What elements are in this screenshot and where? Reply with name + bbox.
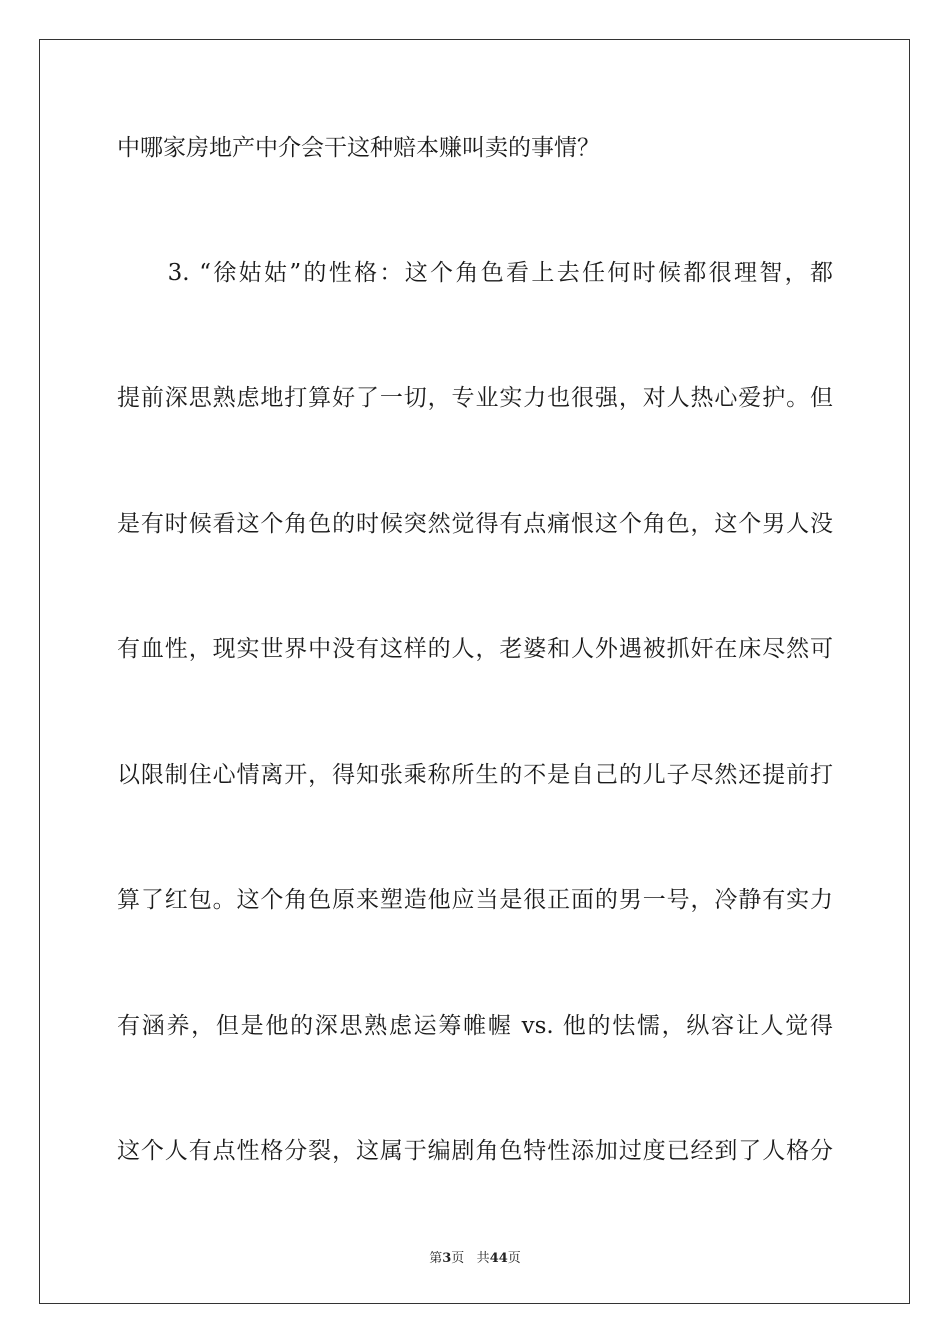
page-suffix: 页 (451, 1251, 465, 1266)
paragraph-line: 以限制住心情离开，得知张乘称所生的不是自己的儿子尽然还提前打 (117, 762, 833, 788)
paragraph-line: 有血性，现实世界中没有这样的人，老婆和人外遇被抓奸在床尽然可 (117, 636, 833, 662)
total-prefix: 共 (476, 1251, 490, 1266)
page-prefix: 第 (429, 1251, 443, 1266)
page-number: 3 (442, 1251, 452, 1266)
paragraph-line: 这个人有点性格分裂，这属于编剧角色特性添加过度已经到了人格分 (117, 1138, 833, 1164)
paragraph-line: 有涵养，但是他的深思熟虑运筹帷幄 vs. 他的怯懦，纵容让人觉得 (117, 1013, 833, 1039)
total-suffix: 页 (507, 1251, 521, 1266)
paragraph-line: 提前深思熟虑地打算好了一切，专业实力也很强，对人热心爱护。但 (117, 385, 833, 411)
paragraph-line: 算了红包。这个角色原来塑造他应当是很正面的男一号，冷静有实力 (117, 887, 833, 913)
page-border (39, 39, 910, 1304)
paragraph-line: 3. “徐姑姑”的性格：这个角色看上去任何时候都很理智，都 (117, 260, 833, 286)
paragraph-line: 中哪家房地产中介会干这种赔本赚叫卖的事情？ (117, 135, 600, 161)
paragraph-line: 是有时候看这个角色的时候突然觉得有点痛恨这个角色，这个男人没 (117, 511, 833, 537)
total-pages: 44 (489, 1251, 508, 1266)
page-footer (0, 1247, 950, 1266)
